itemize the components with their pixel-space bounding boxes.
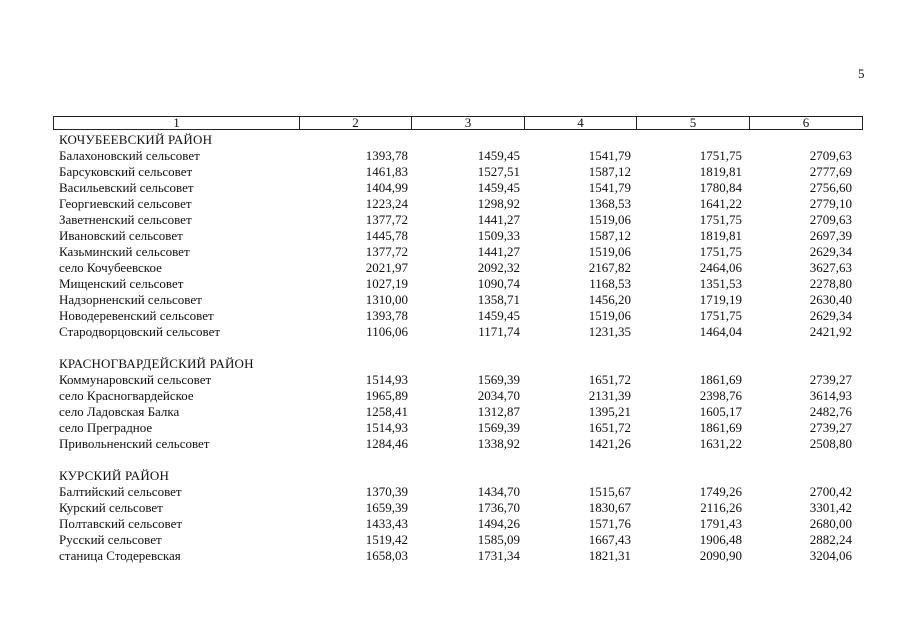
value-cell-col5: 1791,43 [699,516,742,531]
value-cell-col2: 2021,97 [365,260,408,275]
value-cell-col6: 3614,93 [809,388,852,403]
settlement-name: Стародворцовский сельсовет [59,324,221,339]
value-cell-col3: 1358,71 [477,292,520,307]
value-cell-col3: 1171,74 [478,324,520,339]
value-cell-col6: 2709,63 [809,148,852,163]
district-heading-row [53,467,863,484]
settlement-name: Георгиевский сельсовет [59,196,192,211]
value-cell-col5: 1751,75 [699,212,742,227]
table-row [53,180,863,196]
value-cell-col5: 1719,19 [699,292,742,307]
table-row [53,212,863,228]
value-cell-col3: 1731,34 [477,548,520,563]
value-cell-col6: 3301,42 [809,500,852,515]
table-row [53,196,863,212]
value-cell-col3: 1509,33 [477,228,520,243]
settlement-name: Коммунаровский сельсовет [59,372,212,387]
value-cell-col4: 1571,76 [588,516,631,531]
value-cell-col4: 1821,31 [588,548,631,563]
table-row [53,292,863,308]
table-row [53,388,863,404]
column-header-3: 3 [411,117,524,129]
table-row [53,548,863,564]
table-row [53,260,863,276]
settlement-name: Казьминский сельсовет [59,244,190,259]
value-cell-col6: 2756,60 [809,180,852,195]
settlement-name: Барсуковский сельсовет [59,164,193,179]
table-row [53,484,863,500]
value-cell-col2: 1310,00 [365,292,408,307]
table-row [53,228,863,244]
value-cell-col6: 2739,27 [809,372,852,387]
value-cell-col2: 1659,39 [365,500,408,515]
value-cell-col2: 1514,93 [365,420,408,435]
value-cell-col6: 2629,34 [809,308,852,323]
settlement-name: Привольненский сельсовет [59,436,210,451]
value-cell-col3: 1441,27 [477,212,520,227]
district-heading-row [53,131,863,148]
value-cell-col6: 2739,27 [809,420,852,435]
value-cell-col4: 1168,53 [589,276,631,291]
settlement-name: село Кочубеевское [59,260,162,275]
value-cell-col3: 1585,09 [477,532,520,547]
value-cell-col6: 3627,63 [809,260,852,275]
table-row [53,308,863,324]
value-cell-col4: 2131,39 [588,388,631,403]
value-cell-col2: 1433,43 [365,516,408,531]
district-title: КУРСКИЙ РАЙОН [59,468,170,483]
value-cell-col5: 1751,75 [699,148,742,163]
table-header [53,116,863,130]
column-header-5: 5 [636,117,749,129]
value-cell-col3: 1090,74 [477,276,520,291]
value-cell-col5: 1819,81 [699,228,742,243]
value-cell-col2: 1106,06 [366,324,408,339]
value-cell-col6: 2882,24 [809,532,852,547]
value-cell-col4: 1651,72 [588,420,631,435]
value-cell-col2: 1404,99 [365,180,408,195]
table-row [53,324,863,340]
value-cell-col3: 2092,32 [477,260,520,275]
value-cell-col4: 1587,12 [588,228,631,243]
value-cell-col3: 1459,45 [477,180,520,195]
settlement-name: Заветненский сельсовет [59,212,192,227]
settlement-name: Балахоновский сельсовет [59,148,200,163]
value-cell-col4: 1231,35 [588,324,631,339]
settlement-name: Васильевский сельсовет [59,180,194,195]
settlement-name: Новодеревенский сельсовет [59,308,214,323]
value-cell-col3: 1298,92 [477,196,520,211]
value-cell-col5: 1749,26 [699,484,742,499]
table-body [53,131,863,564]
value-cell-col6: 2508,80 [809,436,852,451]
value-cell-col4: 1587,12 [588,164,631,179]
settlement-name: Балтийский сельсовет [59,484,182,499]
value-cell-col3: 1527,51 [477,164,520,179]
table-row [53,244,863,260]
value-cell-col3: 1569,39 [477,420,520,435]
table-row [53,148,863,164]
value-cell-col4: 1456,20 [588,292,631,307]
column-header-6: 6 [749,117,862,129]
value-cell-col5: 1351,53 [699,276,742,291]
value-cell-col4: 1519,06 [588,212,631,227]
column-header-1: 1 [173,115,180,130]
table-row [53,276,863,292]
value-cell-col5: 1751,75 [699,308,742,323]
value-cell-col6: 2278,80 [809,276,852,291]
settlement-name: станица Стодеревская [59,548,181,563]
value-cell-col4: 1830,67 [588,500,631,515]
settlement-name: село Ладовская Балка [59,404,180,419]
value-cell-col2: 1445,78 [365,228,408,243]
value-cell-col2: 1461,83 [365,164,408,179]
district-title: КОЧУБЕЕВСКИЙ РАЙОН [59,132,213,147]
value-cell-col4: 1519,06 [588,308,631,323]
district-title: КРАСНОГВАРДЕЙСКИЙ РАЙОН [59,356,254,371]
value-cell-col5: 1464,04 [699,324,742,339]
value-cell-col2: 1965,89 [365,388,408,403]
value-cell-col4: 1667,43 [588,532,631,547]
settlement-name: село Красногвардейское [59,388,194,403]
value-cell-col6: 2700,42 [809,484,852,499]
value-cell-col5: 1751,75 [699,244,742,259]
value-cell-col2: 1284,46 [365,436,408,451]
table-row [53,420,863,436]
value-cell-col5: 1780,84 [699,180,742,195]
settlement-name: Курский сельсовет [59,500,163,515]
value-cell-col2: 1519,42 [365,532,408,547]
table-row [53,436,863,452]
value-cell-col6: 2777,69 [809,164,852,179]
value-cell-col5: 1861,69 [699,420,742,435]
value-cell-col5: 2090,90 [699,548,742,563]
value-cell-col2: 1258,41 [365,404,408,419]
settlement-name: Ивановский сельсовет [59,228,183,243]
value-cell-col6: 2697,39 [809,228,852,243]
value-cell-col6: 2680,00 [809,516,852,531]
value-cell-col6: 2629,34 [809,244,852,259]
value-cell-col5: 1605,17 [699,404,742,419]
value-cell-col4: 1651,72 [588,372,631,387]
value-cell-col5: 1861,69 [699,372,742,387]
value-cell-col4: 1395,21 [588,404,631,419]
table-row [53,500,863,516]
value-cell-col5: 2116,26 [700,500,742,515]
column-header-4: 4 [524,117,636,129]
value-cell-col3: 2034,70 [477,388,520,403]
settlement-name: село Преградное [59,420,153,435]
value-cell-col6: 2709,63 [809,212,852,227]
value-cell-col5: 2398,76 [699,388,742,403]
value-cell-col3: 1338,92 [477,436,520,451]
table-row [53,404,863,420]
value-cell-col6: 2482,76 [809,404,852,419]
table-row [53,516,863,532]
settlement-name: Надзорненский сельсовет [59,292,202,307]
value-cell-col2: 1393,78 [365,148,408,163]
table-row [53,532,863,548]
settlement-name: Русский сельсовет [59,532,162,547]
value-cell-col4: 1515,67 [588,484,631,499]
value-cell-col3: 1441,27 [477,244,520,259]
value-cell-col6: 2779,10 [809,196,852,211]
value-cell-col5: 1631,22 [699,436,742,451]
settlement-name: Полтавский сельсовет [59,516,183,531]
value-cell-col2: 1377,72 [365,212,408,227]
value-cell-col6: 3204,06 [809,548,852,563]
value-cell-col4: 2167,82 [588,260,631,275]
value-cell-col3: 1434,70 [477,484,520,499]
value-cell-col3: 1736,70 [477,500,520,515]
value-cell-col5: 1641,22 [699,196,742,211]
column-header-2: 2 [299,117,411,129]
section-spacer [53,452,863,467]
value-cell-col5: 2464,06 [699,260,742,275]
value-cell-col3: 1494,26 [477,516,520,531]
value-cell-col3: 1569,39 [477,372,520,387]
value-cell-col4: 1421,26 [588,436,631,451]
value-cell-col2: 1370,39 [365,484,408,499]
settlement-name: Мищенский сельсовет [59,276,184,291]
table-row [53,372,863,388]
value-cell-col2: 1027,19 [365,276,408,291]
value-cell-col2: 1514,93 [365,372,408,387]
value-cell-col5: 1819,81 [699,164,742,179]
value-cell-col3: 1459,45 [477,308,520,323]
value-cell-col6: 2421,92 [809,324,852,339]
value-cell-col2: 1393,78 [365,308,408,323]
value-cell-col3: 1459,45 [477,148,520,163]
page-number: 5 [858,66,865,81]
value-cell-col2: 1658,03 [365,548,408,563]
value-cell-col4: 1541,79 [588,148,631,163]
value-cell-col4: 1368,53 [588,196,631,211]
value-cell-col5: 1906,48 [699,532,742,547]
value-cell-col3: 1312,87 [477,404,520,419]
value-cell-col2: 1223,24 [365,196,408,211]
value-cell-col4: 1519,06 [588,244,631,259]
table-row [53,164,863,180]
value-cell-col6: 2630,40 [809,292,852,307]
value-cell-col2: 1377,72 [365,244,408,259]
district-heading-row [53,355,863,372]
value-cell-col4: 1541,79 [588,180,631,195]
section-spacer [53,340,863,355]
